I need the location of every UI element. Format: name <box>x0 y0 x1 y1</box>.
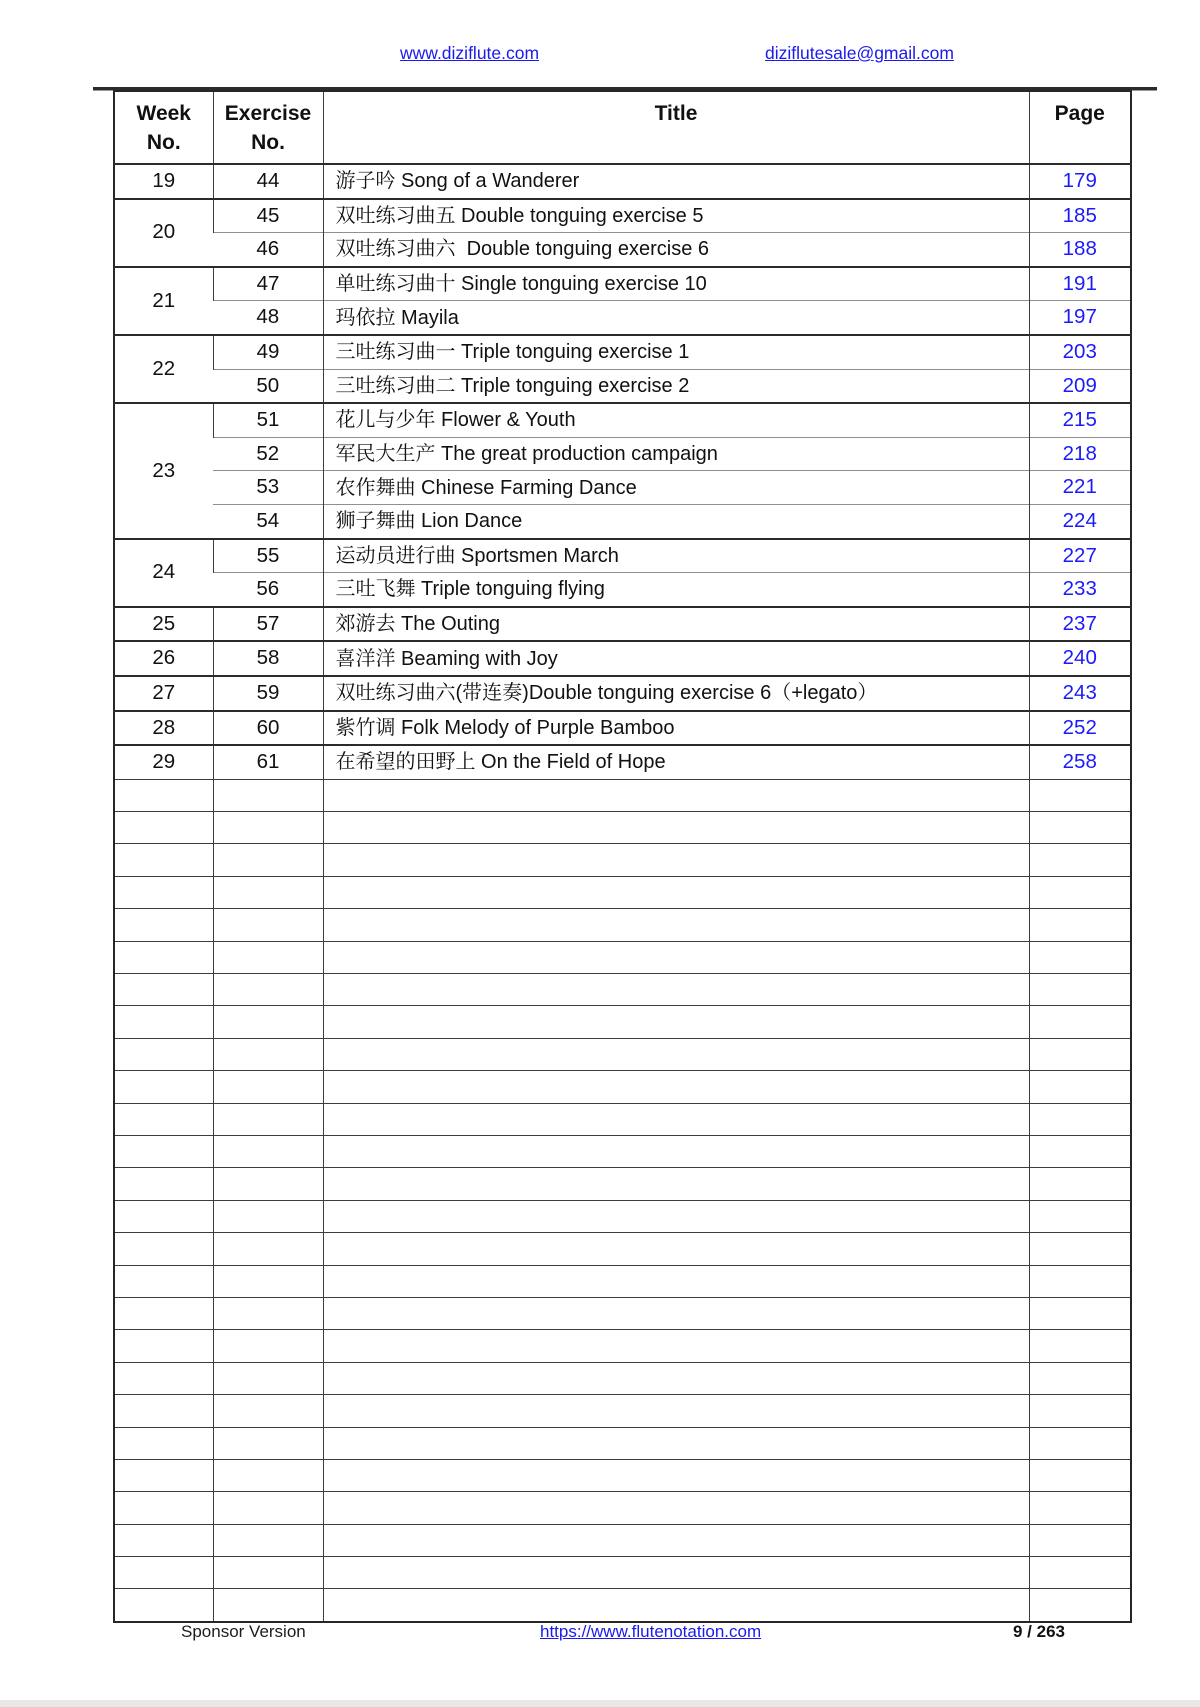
empty-row <box>114 1395 1131 1427</box>
page-link[interactable]: 188 <box>1029 233 1131 267</box>
week-cell: 26 <box>114 641 213 676</box>
empty-week-cell <box>114 1459 213 1491</box>
exercise-cell: 46 <box>213 233 323 267</box>
week-cell: 21 <box>114 267 213 335</box>
page-link[interactable]: 221 <box>1029 471 1131 505</box>
empty-title-cell <box>323 941 1029 973</box>
title-cell: 农作舞曲 Chinese Farming Dance <box>323 471 1029 505</box>
empty-exercise-cell <box>213 1395 323 1427</box>
empty-exercise-cell <box>213 1330 323 1362</box>
empty-page-cell <box>1029 1071 1131 1103</box>
empty-page-cell <box>1029 1168 1131 1200</box>
contents-table <box>113 90 1132 1623</box>
exercise-cell: 51 <box>213 403 323 437</box>
empty-row <box>114 876 1131 908</box>
empty-exercise-cell <box>213 1362 323 1394</box>
empty-row <box>114 1330 1131 1362</box>
empty-page-cell <box>1029 1265 1131 1297</box>
title-cell: 游子吟 Song of a Wanderer <box>323 164 1029 199</box>
empty-week-cell <box>114 909 213 941</box>
empty-title-cell <box>323 1038 1029 1070</box>
table-row <box>114 504 1131 538</box>
page-link[interactable]: 258 <box>1029 745 1131 779</box>
empty-title-cell <box>323 1524 1029 1556</box>
empty-page-cell <box>1029 844 1131 876</box>
title-cell: 单吐练习曲十 Single tonguing exercise 10 <box>323 267 1029 301</box>
exercise-cell: 44 <box>213 164 323 199</box>
empty-week-cell <box>114 876 213 908</box>
empty-row <box>114 844 1131 876</box>
page-link[interactable]: 233 <box>1029 573 1131 607</box>
table-row <box>114 676 1131 711</box>
title-cell: 三吐练习曲一 Triple tonguing exercise 1 <box>323 335 1029 369</box>
empty-week-cell <box>114 1103 213 1135</box>
empty-exercise-cell <box>213 941 323 973</box>
empty-week-cell <box>114 1330 213 1362</box>
exercise-cell: 56 <box>213 573 323 607</box>
empty-page-cell <box>1029 779 1131 811</box>
title-cell: 喜洋洋 Beaming with Joy <box>323 641 1029 676</box>
empty-exercise-cell <box>213 1297 323 1329</box>
empty-row <box>114 1233 1131 1265</box>
exercise-cell: 49 <box>213 335 323 369</box>
empty-exercise-cell <box>213 909 323 941</box>
page-link[interactable]: 224 <box>1029 504 1131 538</box>
empty-row <box>114 909 1131 941</box>
page-link[interactable]: 203 <box>1029 335 1131 369</box>
empty-row <box>114 1427 1131 1459</box>
empty-row <box>114 1168 1131 1200</box>
empty-week-cell <box>114 779 213 811</box>
empty-week-cell <box>114 1006 213 1038</box>
empty-row <box>114 1038 1131 1070</box>
table-row <box>114 641 1131 676</box>
empty-title-cell <box>323 1297 1029 1329</box>
empty-week-cell <box>114 1200 213 1232</box>
table-row <box>114 164 1131 199</box>
empty-title-cell <box>323 1135 1029 1167</box>
col-header-week: Week No. <box>114 91 213 164</box>
empty-row <box>114 1492 1131 1524</box>
empty-page-cell <box>1029 1492 1131 1524</box>
empty-exercise-cell <box>213 1459 323 1491</box>
empty-title-cell <box>323 1265 1029 1297</box>
title-cell: 玛依拉 Mayila <box>323 301 1029 335</box>
page-link[interactable]: 179 <box>1029 164 1131 199</box>
empty-page-cell <box>1029 909 1131 941</box>
empty-row <box>114 1589 1131 1622</box>
exercise-cell: 50 <box>213 369 323 403</box>
week-cell: 28 <box>114 711 213 746</box>
empty-title-cell <box>323 812 1029 844</box>
week-cell: 25 <box>114 607 213 642</box>
empty-row <box>114 1524 1131 1556</box>
table-row <box>114 301 1131 335</box>
empty-exercise-cell <box>213 844 323 876</box>
title-cell: 紫竹调 Folk Melody of Purple Bamboo <box>323 711 1029 746</box>
empty-exercise-cell <box>213 779 323 811</box>
empty-title-cell <box>323 1492 1029 1524</box>
empty-page-cell <box>1029 1006 1131 1038</box>
empty-page-cell <box>1029 1395 1131 1427</box>
empty-page-cell <box>1029 1362 1131 1394</box>
empty-week-cell <box>114 844 213 876</box>
exercise-cell: 48 <box>213 301 323 335</box>
empty-page-cell <box>1029 1557 1131 1589</box>
empty-week-cell <box>114 1427 213 1459</box>
exercise-cell: 57 <box>213 607 323 642</box>
table-row <box>114 233 1131 267</box>
page-link[interactable]: 197 <box>1029 301 1131 335</box>
empty-title-cell <box>323 1103 1029 1135</box>
empty-exercise-cell <box>213 1038 323 1070</box>
title-cell: 军民大生产 The great production campaign <box>323 437 1029 471</box>
table-row <box>114 335 1131 369</box>
empty-week-cell <box>114 1589 213 1622</box>
empty-page-cell <box>1029 1297 1131 1329</box>
empty-title-cell <box>323 876 1029 908</box>
title-cell: 花儿与少年 Flower & Youth <box>323 403 1029 437</box>
table-row <box>114 711 1131 746</box>
table-row <box>114 199 1131 233</box>
empty-week-cell <box>114 1395 213 1427</box>
empty-title-cell <box>323 1330 1029 1362</box>
empty-page-cell <box>1029 1330 1131 1362</box>
empty-title-cell <box>323 1427 1029 1459</box>
empty-page-cell <box>1029 1589 1131 1622</box>
week-cell: 19 <box>114 164 213 199</box>
empty-page-cell <box>1029 974 1131 1006</box>
title-cell: 在希望的田野上 On the Field of Hope <box>323 745 1029 779</box>
empty-exercise-cell <box>213 1265 323 1297</box>
page-link[interactable]: 185 <box>1029 199 1131 233</box>
empty-exercise-cell <box>213 812 323 844</box>
week-cell: 29 <box>114 745 213 779</box>
table-row <box>114 403 1131 437</box>
page-link[interactable]: 215 <box>1029 403 1131 437</box>
empty-week-cell <box>114 812 213 844</box>
exercise-cell: 55 <box>213 539 323 573</box>
page-link[interactable]: 218 <box>1029 437 1131 471</box>
empty-page-cell <box>1029 1427 1131 1459</box>
table-row <box>114 369 1131 403</box>
empty-page-cell <box>1029 1233 1131 1265</box>
empty-week-cell <box>114 1038 213 1070</box>
empty-title-cell <box>323 779 1029 811</box>
page-link[interactable]: 191 <box>1029 267 1131 301</box>
empty-row <box>114 779 1131 811</box>
week-cell: 24 <box>114 539 213 607</box>
empty-page-cell <box>1029 1524 1131 1556</box>
table-header-row <box>114 91 1131 164</box>
empty-title-cell <box>323 1233 1029 1265</box>
empty-exercise-cell <box>213 1006 323 1038</box>
empty-week-cell <box>114 1135 213 1167</box>
page-link[interactable]: 252 <box>1029 711 1131 746</box>
empty-week-cell <box>114 1297 213 1329</box>
empty-title-cell <box>323 1589 1029 1622</box>
table-row <box>114 745 1131 779</box>
empty-title-cell <box>323 1200 1029 1232</box>
empty-exercise-cell <box>213 1427 323 1459</box>
empty-exercise-cell <box>213 1135 323 1167</box>
empty-page-cell <box>1029 1459 1131 1491</box>
page-link[interactable]: 209 <box>1029 369 1131 403</box>
empty-exercise-cell <box>213 1492 323 1524</box>
empty-rows-body <box>114 779 1131 1622</box>
exercise-cell: 59 <box>213 676 323 711</box>
page-link[interactable]: 237 <box>1029 607 1131 642</box>
empty-row <box>114 1557 1131 1589</box>
empty-row <box>114 1071 1131 1103</box>
footer-page-indicator: 9 / 263 <box>1013 1622 1065 1641</box>
empty-page-cell <box>1029 876 1131 908</box>
week-cell: 22 <box>114 335 213 403</box>
empty-exercise-cell <box>213 1071 323 1103</box>
empty-week-cell <box>114 1557 213 1589</box>
table-row <box>114 267 1131 301</box>
empty-page-cell <box>1029 812 1131 844</box>
table-row <box>114 471 1131 505</box>
empty-week-cell <box>114 1265 213 1297</box>
empty-row <box>114 941 1131 973</box>
empty-exercise-cell <box>213 876 323 908</box>
empty-row <box>114 974 1131 1006</box>
exercise-cell: 58 <box>213 641 323 676</box>
empty-row <box>114 1200 1131 1232</box>
empty-page-cell <box>1029 1103 1131 1135</box>
title-cell: 双吐练习曲六(带连奏)Double tonguing exercise 6（+legato） <box>323 676 1029 711</box>
title-cell: 运动员进行曲 Sportsmen March <box>323 539 1029 573</box>
empty-exercise-cell <box>213 1103 323 1135</box>
exercise-cell: 45 <box>213 199 323 233</box>
empty-row <box>114 1362 1131 1394</box>
empty-page-cell <box>1029 1038 1131 1070</box>
table-row <box>114 539 1131 573</box>
empty-week-cell <box>114 1362 213 1394</box>
empty-week-cell <box>114 1071 213 1103</box>
empty-exercise-cell <box>213 1168 323 1200</box>
empty-week-cell <box>114 1492 213 1524</box>
empty-week-cell <box>114 1233 213 1265</box>
page-link[interactable]: 243 <box>1029 676 1131 711</box>
footer-sponsor-label: Sponsor Version <box>181 1622 306 1641</box>
week-cell: 20 <box>114 199 213 267</box>
col-header-exercise: Exercise No. <box>213 91 323 164</box>
table-row <box>114 573 1131 607</box>
empty-title-cell <box>323 1362 1029 1394</box>
table-row <box>114 437 1131 471</box>
exercise-cell: 60 <box>213 711 323 746</box>
title-cell: 郊游去 The Outing <box>323 607 1029 642</box>
exercise-cell: 54 <box>213 504 323 538</box>
empty-row <box>114 812 1131 844</box>
empty-page-cell <box>1029 941 1131 973</box>
empty-row <box>114 1297 1131 1329</box>
title-cell: 三吐飞舞 Triple tonguing flying <box>323 573 1029 607</box>
title-cell: 三吐练习曲二 Triple tonguing exercise 2 <box>323 369 1029 403</box>
footer-link[interactable]: https://www.flutenotation.com <box>540 1622 762 1641</box>
empty-exercise-cell <box>213 1233 323 1265</box>
empty-title-cell <box>323 909 1029 941</box>
empty-week-cell <box>114 941 213 973</box>
empty-title-cell <box>323 1395 1029 1427</box>
empty-week-cell <box>114 1168 213 1200</box>
empty-row <box>114 1459 1131 1491</box>
title-cell: 双吐练习曲五 Double tonguing exercise 5 <box>323 199 1029 233</box>
empty-row <box>114 1135 1131 1167</box>
empty-title-cell <box>323 1071 1029 1103</box>
empty-page-cell <box>1029 1135 1131 1167</box>
empty-row <box>114 1006 1131 1038</box>
header-link-website[interactable]: www.diziflute.com <box>400 43 540 63</box>
title-cell: 双吐练习曲六 Double tonguing exercise 6 <box>323 233 1029 267</box>
empty-title-cell <box>323 1459 1029 1491</box>
table-row <box>114 607 1131 642</box>
exercise-cell: 53 <box>213 471 323 505</box>
page-link[interactable]: 227 <box>1029 539 1131 573</box>
exercise-cell: 52 <box>213 437 323 471</box>
empty-row <box>114 1265 1131 1297</box>
empty-title-cell <box>323 844 1029 876</box>
col-header-page: Page <box>1029 91 1131 164</box>
empty-title-cell <box>323 974 1029 1006</box>
week-cell: 27 <box>114 676 213 711</box>
header-link-email[interactable]: diziflutesale@gmail.com <box>765 43 954 63</box>
empty-exercise-cell <box>213 1524 323 1556</box>
week-cell: 23 <box>114 403 213 538</box>
empty-page-cell <box>1029 1200 1131 1232</box>
empty-row <box>114 1103 1131 1135</box>
empty-exercise-cell <box>213 1589 323 1622</box>
exercise-cell: 47 <box>213 267 323 301</box>
empty-exercise-cell <box>213 1557 323 1589</box>
page-link[interactable]: 240 <box>1029 641 1131 676</box>
empty-exercise-cell <box>213 1200 323 1232</box>
col-header-title: Title <box>323 91 1029 164</box>
title-cell: 狮子舞曲 Lion Dance <box>323 504 1029 538</box>
viewer-bottom-strip <box>0 1700 1200 1707</box>
empty-title-cell <box>323 1006 1029 1038</box>
empty-title-cell <box>323 1557 1029 1589</box>
empty-title-cell <box>323 1168 1029 1200</box>
empty-exercise-cell <box>213 974 323 1006</box>
exercise-cell: 61 <box>213 745 323 779</box>
empty-week-cell <box>114 974 213 1006</box>
empty-week-cell <box>114 1524 213 1556</box>
